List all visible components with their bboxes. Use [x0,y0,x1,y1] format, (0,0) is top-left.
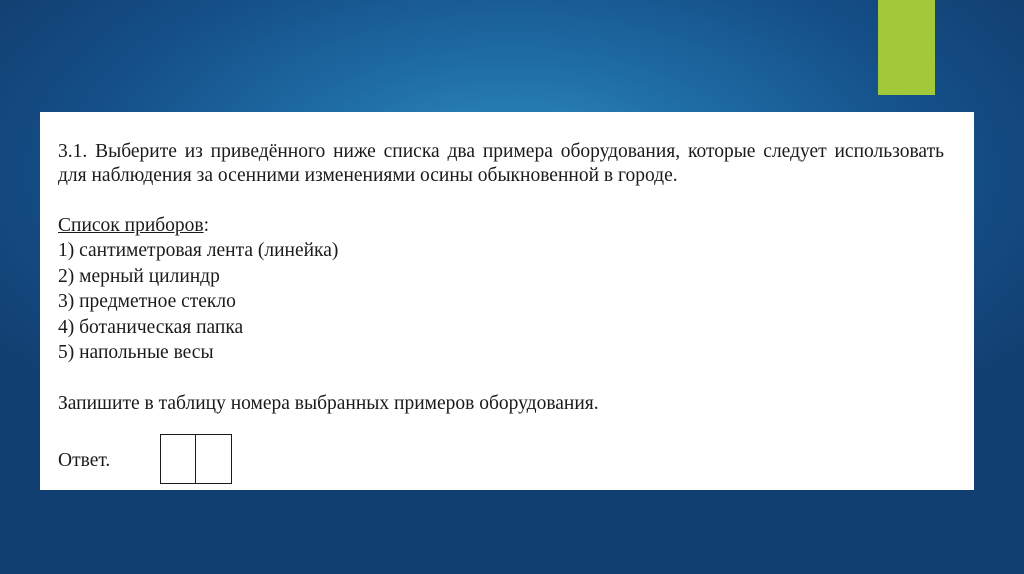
answer-cell-2[interactable] [196,434,232,484]
task-card [40,112,974,490]
list-item: 4) ботаническая папка [58,316,244,338]
list-title-text: Список приборов [58,215,204,236]
equipment-list [58,238,944,366]
list-item: 3) предметное стекло [58,291,236,312]
list-item: 1) сантиметровая лента (линейка) [58,240,339,261]
list-item: 5) напольные весы [58,342,214,363]
answer-cell-1[interactable] [160,434,196,484]
question-text: 3.1. Выберите из приведённого ниже списка два примера оборудования, которые следует использовать для наблюдения за осенними изменениями осины обыкновенной в городе. [58,141,944,186]
answer-label: Ответ. [58,449,111,471]
instruction-text: Запишите в таблицу номера выбранных примеров оборудования. [58,392,599,414]
answer-table [160,434,232,484]
accent-bar [878,0,935,95]
list-title [58,214,944,238]
list-title-colon: : [203,215,210,236]
list-item: 2) мерный цилиндр [58,265,220,287]
answer-row [58,434,944,494]
